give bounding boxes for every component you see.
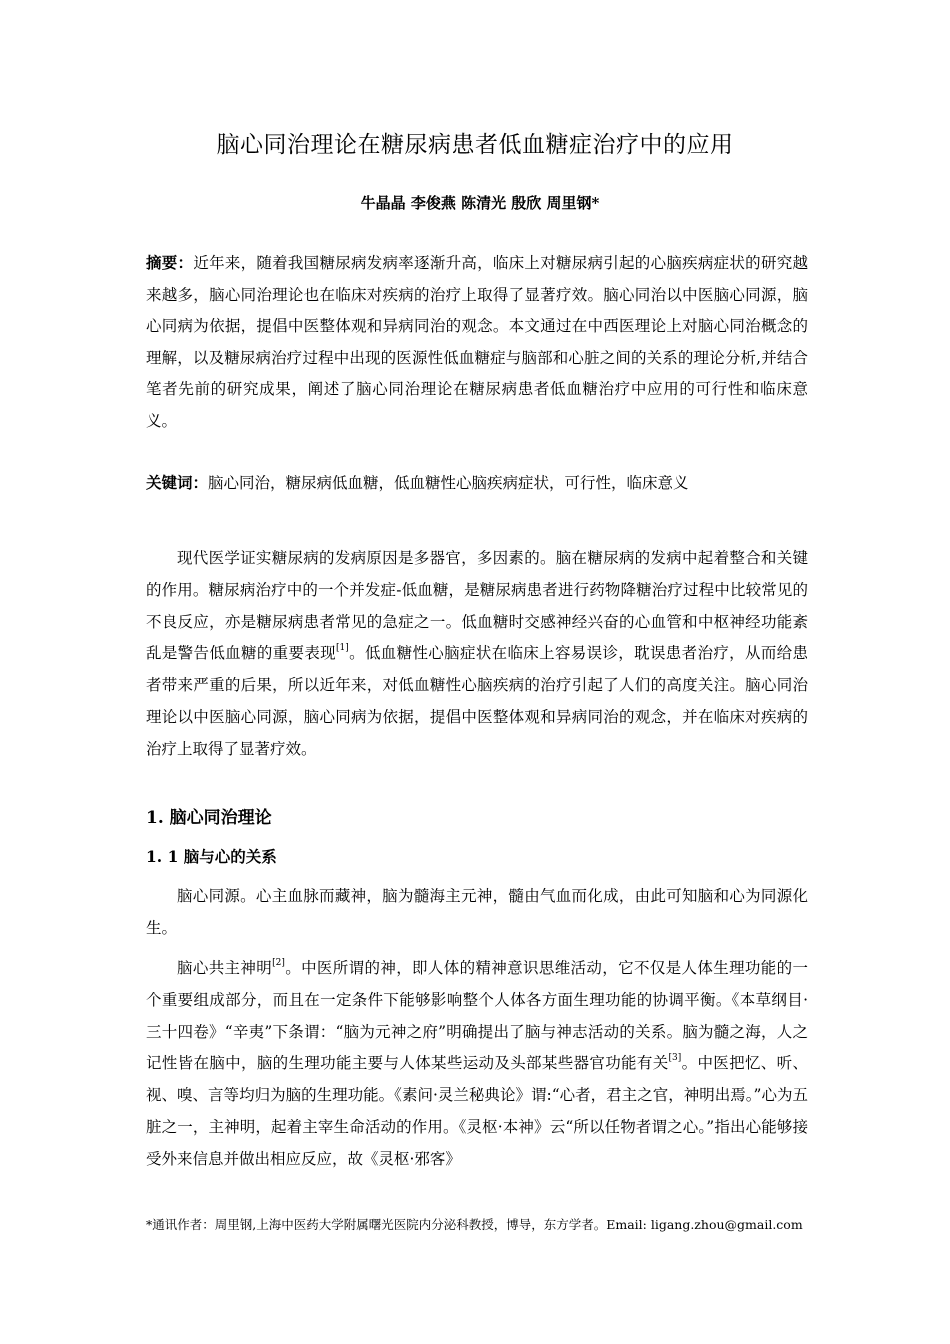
paper-title: 脑心同治理论在糖尿病患者低血糖症治疗中的应用 — [216, 132, 734, 158]
body-paragraph — [146, 953, 808, 1176]
keywords-text: 脑心同治，糖尿病低血糖，低血糖性心脑疾病症状，可行性，临床意义 — [208, 474, 689, 492]
body-text: 。中医把忆、听、视、嗅、言等均归为脑的生理功能。《素问·灵兰秘典论》谓:“心者，君主之官，神明出焉。”心为五脏之一，主神明，起着主宰生命活动的作用。《灵枢·本神》云“所以任物者谓之心。”指出心能够接受外来信息并做出相应反应，故《灵枢·邪客》 — [146, 1054, 808, 1168]
keywords — [146, 469, 808, 497]
body-text: 。中医所谓的神，即人体的精神意识思维活动，它不仅是人体生理功能的一个重要组成部分，而且在一定条件下能够影响整个人体各方面生理功能的协调平衡。《本草纲目·三十四卷》“辛夷”下条谓：“脑为元神之府”明确提出了脑与神志活动的关系。脑为髓之海，人之记性皆在脑中，脑的生理功能主要与人体某些运动及头部某些器官功能有关 — [146, 959, 808, 1073]
intro-paragraph — [146, 543, 808, 766]
citation-ref: [1] — [336, 643, 349, 654]
intro-text-part1: 现代医学证实糖尿病的发病原因是多器官，多因素的。脑在糖尿病的发病中起着整合和关键的作用。糖尿病治疗中的一个并发症-低血糖，是糖尿病患者进行药物降糖治疗过程中比较常见的不良反应，亦是糖尿病患者常见的急症之一。低血糖时交感神经兴奋的心血管和中枢神经功能紊乱是警告低血糖的重要表现 — [146, 549, 808, 663]
corresponding-author-footnote: *通讯作者：周里钢,上海中医药大学附属曙光医院内分泌科教授，博导，东方学者。Email: ligang.zhou@gmail.com — [146, 1217, 803, 1232]
body-text: 脑心共主神明 — [177, 959, 273, 977]
citation-ref: [2] — [272, 958, 285, 968]
section-heading: 1. 脑心同治理论 — [146, 808, 272, 828]
abstract-label: 摘要： — [146, 253, 194, 272]
abstract — [146, 247, 808, 437]
citation-ref: [3] — [668, 1053, 682, 1064]
keywords-label: 关键词： — [146, 473, 209, 492]
author-list: 牛晶晶 李俊燕 陈清光 殷欣 周里钢* — [360, 194, 600, 212]
abstract-text: 近年来，随着我国糖尿病发病率逐渐升高，临床上对糖尿病引起的心脑疾病症状的研究越来越多，脑心同治理论也在临床对疾病的治疗上取得了显著疗效。脑心同治以中医脑心同源，脑心同病为依据，提倡中医整体观和异病同治的观念。本文通过在中西医理论上对脑心同治概念的理解，以及糖尿病治疗过程中出现的医源性低血糖症与脑部和心脏之间的关系的理论分析,并结合笔者先前的研究成果，阐述了脑心同治理论在糖尿病患者低血糖治疗中应用的可行性和临床意义。 — [146, 254, 808, 430]
intro-text-part2: 。低血糖性心脑症状在临床上容易误诊，耽误患者治疗，从而给患者带来严重的后果，所以近年来，对低血糖性心脑疾病的治疗引起了人们的高度关注。脑心同治理论以中医脑心同源，脑心同病为依据，提倡中医整体观和异病同治的观念，并在临床对疾病的治疗上取得了显著疗效。 — [146, 644, 808, 758]
body-paragraph: 脑心同源。心主血脉而藏神，脑为髓海主元神，髓由气血而化成，由此可知脑和心为同源化生。 — [146, 887, 808, 937]
subsection-heading: 1. 1 脑与心的关系 — [146, 847, 277, 866]
